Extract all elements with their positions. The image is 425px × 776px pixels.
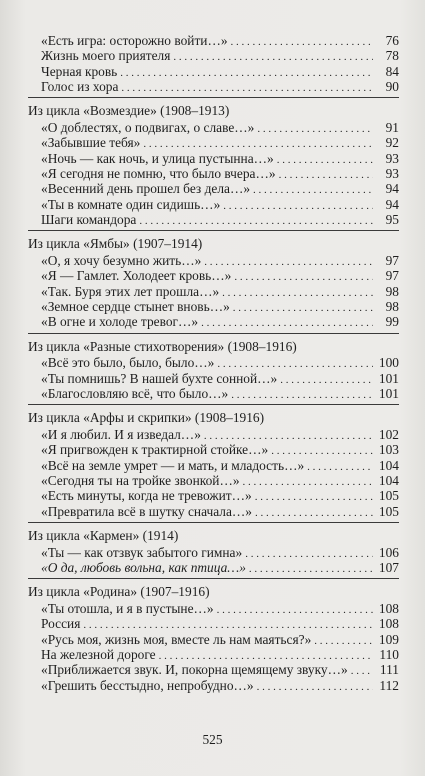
entry-title: «В огне и холоде тревог…»	[41, 314, 199, 330]
entry-page-number: 98	[385, 283, 399, 299]
dot-leader	[234, 270, 373, 285]
dot-leader	[277, 153, 373, 168]
entry-title: «Ты отошла, и я в пустыне…»	[41, 600, 214, 616]
toc-entry	[28, 371, 399, 386]
dot-leader	[257, 122, 373, 137]
entry-title: «Весенний день прошел без дела…»	[41, 181, 251, 197]
dot-leader	[243, 475, 373, 490]
entry-page-number: 98	[385, 299, 399, 314]
entry-page-number: 97	[385, 252, 399, 268]
entry-title: «Ночь — как ночь, и улица пустынна…»	[41, 150, 274, 166]
entry-page-number: 99	[385, 314, 399, 330]
section-heading: Из цикла «Арфы и скрипки» (1908–1916)	[28, 410, 265, 426]
entry-page-number: 95	[385, 212, 399, 228]
entry-page-number: 111	[379, 662, 399, 678]
entry-page-number: 104	[378, 457, 399, 473]
dot-leader	[121, 81, 373, 96]
entry-page-number: 109	[378, 631, 399, 647]
entry-page-number: 105	[378, 503, 399, 519]
entry-title: «Я пригвожден к трактирной стойке…»	[41, 442, 269, 458]
entry-title: «Ты в комнате один сидишь…»	[41, 196, 221, 212]
entry-page-number: 108	[378, 600, 399, 616]
toc-entry	[28, 386, 399, 401]
toc-entry	[28, 601, 399, 616]
toc-entry	[28, 545, 399, 560]
entry-title: «Так. Буря этих лет прошла…»	[41, 283, 220, 299]
section-heading: Из цикла «Разные стихотворения» (1908–1916)	[28, 338, 297, 354]
dot-leader	[173, 50, 373, 65]
toc-entry	[28, 560, 399, 575]
toc-entry	[28, 442, 399, 457]
toc-entry	[28, 166, 399, 181]
page-number: 525	[202, 732, 223, 747]
dot-leader	[120, 66, 373, 81]
dot-leader	[255, 490, 373, 505]
entry-title: «Сегодня ты на тройке звонкой…»	[41, 472, 240, 488]
toc-entry	[28, 427, 399, 442]
entry-title: На железной дороге	[41, 646, 156, 662]
toc-section	[28, 334, 399, 406]
toc-section	[28, 579, 399, 696]
toc-section	[28, 98, 399, 231]
entry-page-number: 84	[385, 63, 399, 79]
section-heading: Из цикла «Возмездие» (1908–1913)	[28, 103, 230, 119]
dot-leader	[351, 664, 373, 679]
toc-entry	[28, 632, 399, 647]
entry-title: «О доблестях, о подвигах, о славе…»	[41, 119, 255, 135]
toc-entry	[28, 181, 399, 196]
dot-leader	[249, 562, 373, 577]
entry-title: «Есть минуты, когда не тревожит…»	[41, 488, 252, 504]
entry-page-number: 112	[379, 677, 399, 693]
entry-page-number: 103	[378, 442, 399, 458]
dot-leader	[307, 460, 373, 475]
entry-page-number: 93	[385, 150, 399, 166]
entry-title: Жизнь моего приятеля	[41, 48, 171, 64]
toc-entry	[28, 473, 399, 488]
entry-title: «Русь моя, жизнь моя, вместе ль нам маяться?»	[41, 631, 312, 647]
entry-page-number: 106	[378, 544, 399, 560]
toc-entry	[28, 616, 399, 631]
entry-title: «Я сегодня не помню, что было вчера…»	[41, 166, 276, 181]
dot-leader	[231, 35, 373, 50]
entry-page-number: 104	[378, 472, 399, 488]
dot-leader	[314, 634, 373, 649]
dot-leader	[222, 286, 373, 301]
dot-leader	[217, 603, 373, 618]
toc-entry	[28, 299, 399, 314]
dot-leader	[257, 680, 373, 695]
toc-entry	[28, 662, 399, 677]
entry-page-number: 110	[379, 646, 399, 662]
entry-title: «О, я хочу безумно жить…»	[41, 252, 202, 268]
toc-entry	[28, 253, 399, 268]
toc-section	[28, 231, 399, 333]
section-heading: Из цикла «Родина» (1907–1916)	[28, 584, 210, 600]
entry-page-number: 102	[378, 426, 399, 442]
toc-entry	[28, 284, 399, 299]
toc-section	[28, 33, 399, 98]
entry-title: Черная кровь	[41, 63, 118, 79]
toc-entry	[28, 355, 399, 370]
entry-title: «Ты помнишь? В нашей бухте сонной…»	[41, 370, 278, 386]
entry-title: Россия	[41, 616, 81, 632]
entry-title: «Приближается звук. И, покорна щемящему звуку…»	[41, 662, 348, 678]
entry-page-number: 93	[385, 166, 399, 181]
entry-page-number: 105	[378, 488, 399, 504]
entry-page-number: 101	[378, 370, 399, 386]
dot-leader	[223, 199, 373, 214]
entry-page-number: 101	[378, 385, 399, 401]
toc-entry	[28, 504, 399, 519]
toc-entry	[28, 197, 399, 212]
entry-title: «Превратила всё в шутку сначала…»	[41, 503, 252, 519]
toc-entry	[28, 151, 399, 166]
toc-entry	[28, 79, 399, 94]
toc-entry	[28, 212, 399, 227]
entry-title: Шаги командора	[41, 212, 137, 228]
section-heading: Из цикла «Кармен» (1914)	[28, 527, 179, 543]
toc-entry	[28, 33, 399, 48]
entry-title: «Ты — как отзвук забытого гимна»	[41, 544, 243, 560]
entry-title: «Земное сердце стынет вновь…»	[41, 299, 230, 314]
entry-title: «Всё на земле умрет — и мать, и младость…»	[41, 457, 305, 473]
toc-entry	[28, 678, 399, 693]
entry-title: «Благословляю всё, что было…»	[41, 385, 229, 401]
entry-page-number: 100	[378, 355, 399, 371]
entry-title: «Забывшие тебя»	[41, 135, 141, 151]
entry-title: «О да, любовь вольна, как птица…»	[41, 559, 246, 575]
dot-leader	[231, 388, 373, 403]
entry-title: «И я любил. И я изведал…»	[41, 426, 201, 442]
entry-title: «Я — Гамлет. Холодеет кровь…»	[41, 268, 232, 284]
entry-page-number: 76	[385, 33, 399, 48]
entry-page-number: 94	[385, 181, 399, 197]
dot-leader	[255, 506, 373, 521]
toc-entry	[28, 48, 399, 63]
toc-section	[28, 405, 399, 523]
toc-entry	[28, 120, 399, 135]
toc-entry	[28, 135, 399, 150]
toc-section	[28, 523, 399, 579]
entry-title: «Есть игра: осторожно войти…»	[41, 33, 228, 48]
toc-entry	[28, 314, 399, 329]
dot-leader	[253, 183, 373, 198]
entry-page-number: 91	[385, 119, 399, 135]
entry-page-number: 90	[385, 79, 399, 95]
toc-entry	[28, 458, 399, 473]
entry-page-number: 78	[385, 48, 399, 64]
entry-title: «Всё это было, было, было…»	[41, 355, 215, 371]
entry-title: «Грешить бесстыдно, непробудно…»	[41, 677, 254, 693]
dot-leader	[139, 214, 373, 229]
toc-entry	[28, 647, 399, 662]
table-of-contents	[0, 33, 425, 696]
toc-entry	[28, 64, 399, 79]
entry-page-number: 108	[378, 616, 399, 632]
entry-title: Голос из хора	[41, 79, 119, 95]
entry-page-number: 97	[385, 268, 399, 284]
dot-leader	[280, 373, 373, 388]
dot-leader	[201, 316, 373, 331]
dot-leader	[245, 547, 373, 562]
toc-entry	[28, 488, 399, 503]
section-heading: Из цикла «Ямбы» (1907–1914)	[28, 236, 203, 252]
entry-page-number: 94	[385, 196, 399, 212]
entry-page-number: 107	[378, 559, 399, 575]
entry-page-number: 92	[385, 135, 399, 151]
dot-leader	[233, 301, 373, 316]
toc-entry	[28, 268, 399, 283]
dot-leader	[279, 168, 373, 183]
